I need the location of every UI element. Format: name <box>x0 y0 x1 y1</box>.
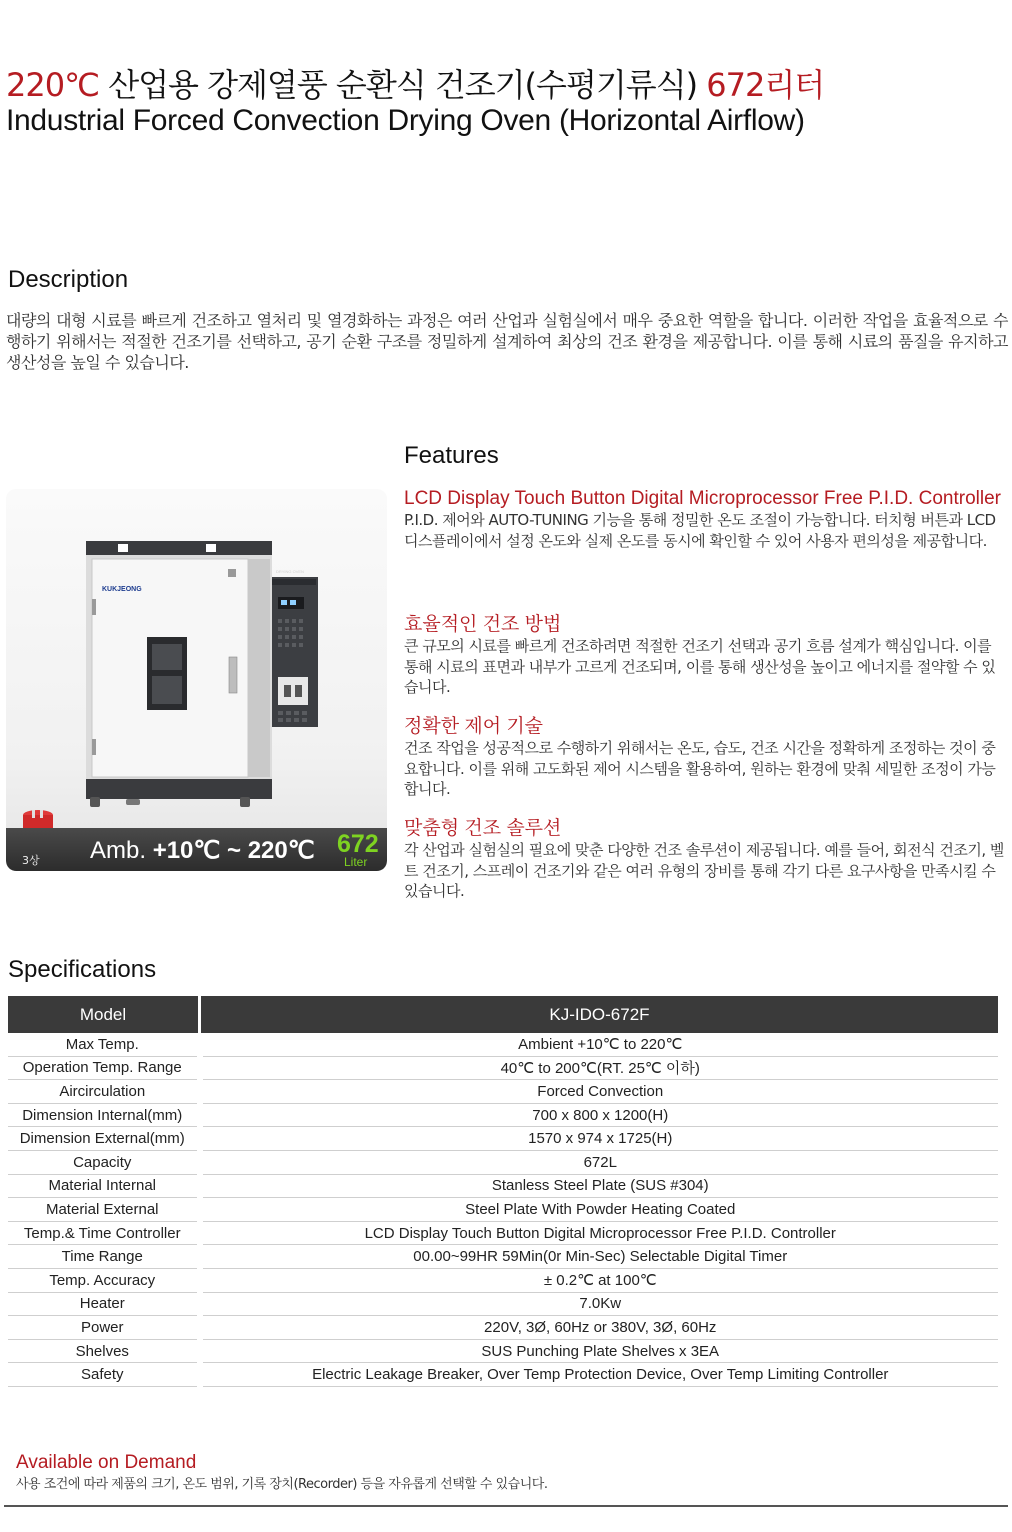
feature-item <box>404 818 1008 902</box>
description-text: 대량의 대형 시료를 빠르게 건조하고 열처리 및 열경화하는 과정은 여러 산업과 실험실에서 매우 중요한 역할을 합니다. 이러한 작업을 효율적으로 수행하기 위해서는 적절한 건조기를 선택하고, 공기 순환 구조를 정밀하게 설계하여 최상의 건조 환경을 제공합니다. 이를 통해 시료의 품질을 유지하고 생산성을 높일 수 있습니다. <box>6 311 1008 372</box>
table-row <box>8 1150 998 1174</box>
table-row <box>8 1221 998 1245</box>
spec-label: Dimension Internal(mm) <box>8 1103 200 1127</box>
spec-value: 672L <box>200 1150 999 1174</box>
title-capacity: 672리터 <box>706 66 825 104</box>
table-header-row <box>8 996 998 1033</box>
table-row <box>8 1174 998 1198</box>
feature-body: P.I.D. 제어와 AUTO-TUNING 기능을 통해 정밀한 온도 조절이 가능합니다. 터치형 버튼과 LCD 디스플레이에서 설정 온도와 실제 온도를 동시에 확인할 수 있어 사용자 편의성을 제공합니다. <box>404 511 996 550</box>
table-row <box>8 1080 998 1104</box>
spec-value: 40℃ to 200℃(RT. 25℃ 이하) <box>200 1056 999 1080</box>
page-title-english: Industrial Forced Convection Drying Oven (Horizontal Airflow) <box>6 104 805 137</box>
table-row <box>8 1056 998 1080</box>
spec-value: Stanless Steel Plate (SUS #304) <box>200 1174 999 1198</box>
spec-label: Aircirculation <box>8 1080 200 1104</box>
description-heading: Description <box>8 266 129 293</box>
title-temp: 220℃ <box>6 66 100 104</box>
feature-body: 각 산업과 실험실의 필요에 맞춘 다양한 건조 솔루션이 제공됩니다. 예를 들어, 회전식 건조기, 벨트 건조기, 스프레이 건조기와 같은 여러 유형의 장비를 통해 각기 다른 요구사항을 만족시킬 수 있습니다. <box>404 841 1004 900</box>
bottom-divider <box>4 1505 1008 1507</box>
features-heading: Features <box>404 442 499 469</box>
spec-value: LCD Display Touch Button Digital Microprocessor Free P.I.D. Controller <box>200 1221 999 1245</box>
spec-label: Shelves <box>8 1339 200 1363</box>
spec-value: 7.0Kw <box>200 1292 999 1316</box>
table-row <box>8 1316 998 1340</box>
spec-label: Power <box>8 1316 200 1340</box>
feature-item <box>404 488 1008 551</box>
temperature-range-bar <box>6 828 387 871</box>
table-row <box>8 1033 998 1056</box>
available-on-demand-title: Available on Demand <box>16 1452 197 1473</box>
title-main: 산업용 강제열풍 순환식 건조기(수평기류식) <box>99 66 707 104</box>
table-row <box>8 1339 998 1363</box>
table-row <box>8 1292 998 1316</box>
spec-value: Ambient +10℃ to 220℃ <box>200 1033 999 1056</box>
spec-value: 1570 x 974 x 1725(H) <box>200 1127 999 1151</box>
feature-title: 정확한 제어 기술 <box>404 716 544 737</box>
spec-label: Heater <box>8 1292 200 1316</box>
spec-value: 00.00~99HR 59Min(0r Min-Sec) Selectable Digital Timer <box>200 1245 999 1269</box>
capacity-unit: Liter <box>344 855 368 869</box>
spec-label: Operation Temp. Range <box>8 1056 200 1080</box>
capacity-number: 672 <box>337 830 379 858</box>
table-row <box>8 1127 998 1151</box>
model-label: Model <box>8 996 200 1033</box>
table-row <box>8 1198 998 1222</box>
page-title-korean <box>6 60 824 106</box>
feature-title: LCD Display Touch Button Digital Microprocessor Free P.I.D. Controller <box>404 488 1001 509</box>
amb-prefix: Amb. <box>90 837 153 864</box>
spec-label: Material Internal <box>8 1174 200 1198</box>
panel-label: DRYING OVEN <box>276 569 304 574</box>
table-row <box>8 1245 998 1269</box>
feature-title: 효율적인 건조 방법 <box>404 614 562 635</box>
model-value: KJ-IDO-672F <box>200 996 999 1033</box>
feature-item <box>404 614 1008 698</box>
table-row <box>8 1103 998 1127</box>
specifications-table <box>8 996 998 1387</box>
spec-label: Capacity <box>8 1150 200 1174</box>
table-row <box>8 1268 998 1292</box>
brand-logo: KUKJEONG <box>102 586 142 593</box>
specifications-heading: Specifications <box>8 956 157 983</box>
spec-value: Steel Plate With Powder Heating Coated <box>200 1198 999 1222</box>
spec-label: Material External <box>8 1198 200 1222</box>
spec-label: Temp. Accuracy <box>8 1268 200 1292</box>
spec-label: Max Temp. <box>8 1033 200 1056</box>
table-row <box>8 1363 998 1387</box>
oven-illustration <box>6 489 387 829</box>
spec-value: 700 x 800 x 1200(H) <box>200 1103 999 1127</box>
spec-value: Forced Convection <box>200 1080 999 1104</box>
feature-body: 건조 작업을 성공적으로 수행하기 위해서는 온도, 습도, 건조 시간을 정확하게 조정하는 것이 중요합니다. 이를 위해 고도화된 제어 시스템을 활용하여, 원하는 환경에 맞춰 세밀한 조정이 가능합니다. <box>404 739 996 798</box>
temperature-range <box>90 836 315 865</box>
available-on-demand-text: 사용 조건에 따라 제품의 크기, 온도 범위, 기록 장치(Recorder) 등을 자유롭게 선택할 수 있습니다. <box>16 1477 548 1492</box>
spec-label: Time Range <box>8 1245 200 1269</box>
feature-title: 맞춤형 건조 솔루션 <box>404 818 562 839</box>
feature-body: 큰 규모의 시료를 빠르게 건조하려면 적절한 건조기 선택과 공기 흐름 설계가 핵심입니다. 이를 통해 시료의 표면과 내부가 고르게 건조되며, 이를 통해 생산성을 높이고 에너지를 절약할 수 있습니다. <box>404 637 996 696</box>
spec-value: 220V, 3Ø, 60Hz or 380V, 3Ø, 60Hz <box>200 1316 999 1340</box>
phase-label: 3상 <box>22 854 40 867</box>
spec-value: ± 0.2℃ at 100℃ <box>200 1268 999 1292</box>
product-image <box>6 489 387 871</box>
spec-label: Safety <box>8 1363 200 1387</box>
spec-value: SUS Punching Plate Shelves x 3EA <box>200 1339 999 1363</box>
spec-value: Electric Leakage Breaker, Over Temp Protection Device, Over Temp Limiting Controller <box>200 1363 999 1387</box>
feature-item <box>404 716 1008 800</box>
amb-range: +10℃ ~ 220℃ <box>152 837 315 864</box>
spec-label: Dimension External(mm) <box>8 1127 200 1151</box>
spec-label: Temp.& Time Controller <box>8 1221 200 1245</box>
